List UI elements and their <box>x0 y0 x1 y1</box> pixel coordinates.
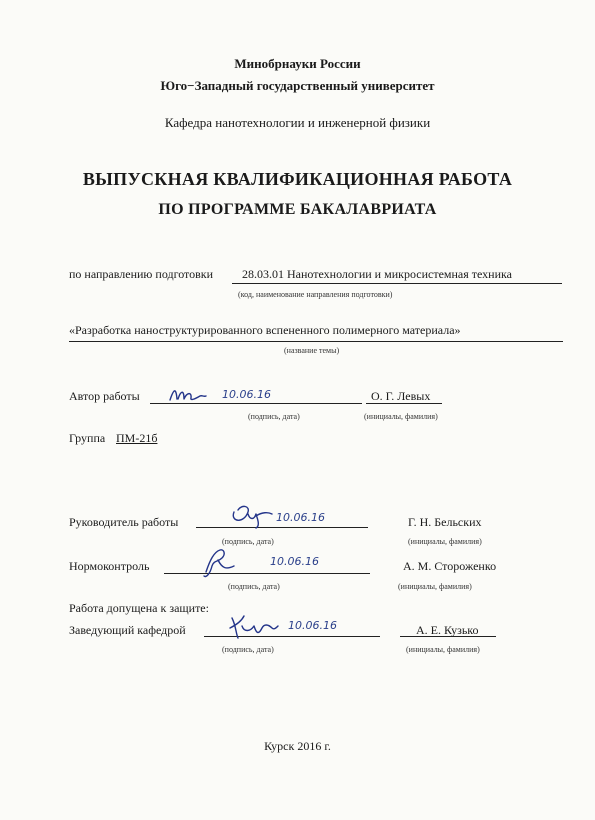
supervisor-name: Г. Н. Бельских <box>408 515 482 529</box>
supervisor-caption-sign: (подпись, дата) <box>222 537 274 546</box>
document-title-line1: ВЫПУСКНАЯ КВАЛИФИКАЦИОННАЯ РАБОТА <box>82 169 513 189</box>
normcontrol-caption-sign: (подпись, дата) <box>228 582 280 591</box>
normcontrol-signature <box>200 546 240 580</box>
ministry-name: Минобрнауки России <box>234 56 361 71</box>
normcontrol-sign-line <box>164 573 370 574</box>
topic-value: «Разработка наноструктурированного вспененного полимерного материала» <box>69 323 461 337</box>
author-caption-name: (инициалы, фамилия) <box>364 412 438 421</box>
admission-label: Работа допущена к защите: <box>69 601 209 615</box>
head-caption-sign: (подпись, дата) <box>222 645 274 654</box>
department-name: Кафедра нанотехнологии и инженерной физики <box>164 115 431 130</box>
normcontrol-name: А. М. Стороженко <box>403 559 497 573</box>
group-value: ПМ-21б <box>116 431 158 445</box>
head-name: А. Е. Кузько <box>416 623 479 637</box>
group-label: Группа <box>69 431 106 445</box>
author-label: Автор работы <box>69 389 140 403</box>
supervisor-date: 10.06.16 <box>276 511 325 524</box>
author-caption-sign: (подпись, дата) <box>248 412 300 421</box>
document-title-line2: ПО ПРОГРАММЕ БАКАЛАВРИАТА <box>158 201 437 218</box>
supervisor-sign-line <box>196 527 368 528</box>
topic-caption: (название темы) <box>284 346 340 355</box>
author-signature <box>168 386 210 404</box>
author-name-line <box>366 403 442 404</box>
direction-value: 28.03.01 Нанотехнологии и микросистемная техника <box>242 267 512 281</box>
supervisor-caption-name: (инициалы, фамилия) <box>408 537 482 546</box>
direction-caption: (код, наименование направления подготовки) <box>238 290 393 299</box>
supervisor-label: Руководитель работы <box>69 515 179 529</box>
city-year: Курск 2016 г. <box>264 739 331 753</box>
head-name-line <box>400 636 496 637</box>
supervisor-signature <box>226 502 274 530</box>
university-name: Юго−Западный государственный университет <box>160 78 435 93</box>
head-signature <box>228 612 280 640</box>
author-date: 10.06.16 <box>222 388 271 401</box>
normcontrol-caption-name: (инициалы, фамилия) <box>398 582 472 591</box>
direction-label: по направлению подготовки <box>69 267 214 281</box>
direction-underline <box>232 283 562 284</box>
normcontrol-label: Нормоконтроль <box>69 559 150 573</box>
head-caption-name: (инициалы, фамилия) <box>406 645 480 654</box>
topic-underline <box>69 341 563 342</box>
author-name: О. Г. Левых <box>371 389 431 403</box>
head-label: Заведующий кафедрой <box>69 623 186 637</box>
head-date: 10.06.16 <box>288 619 337 632</box>
normcontrol-date: 10.06.16 <box>270 555 319 568</box>
